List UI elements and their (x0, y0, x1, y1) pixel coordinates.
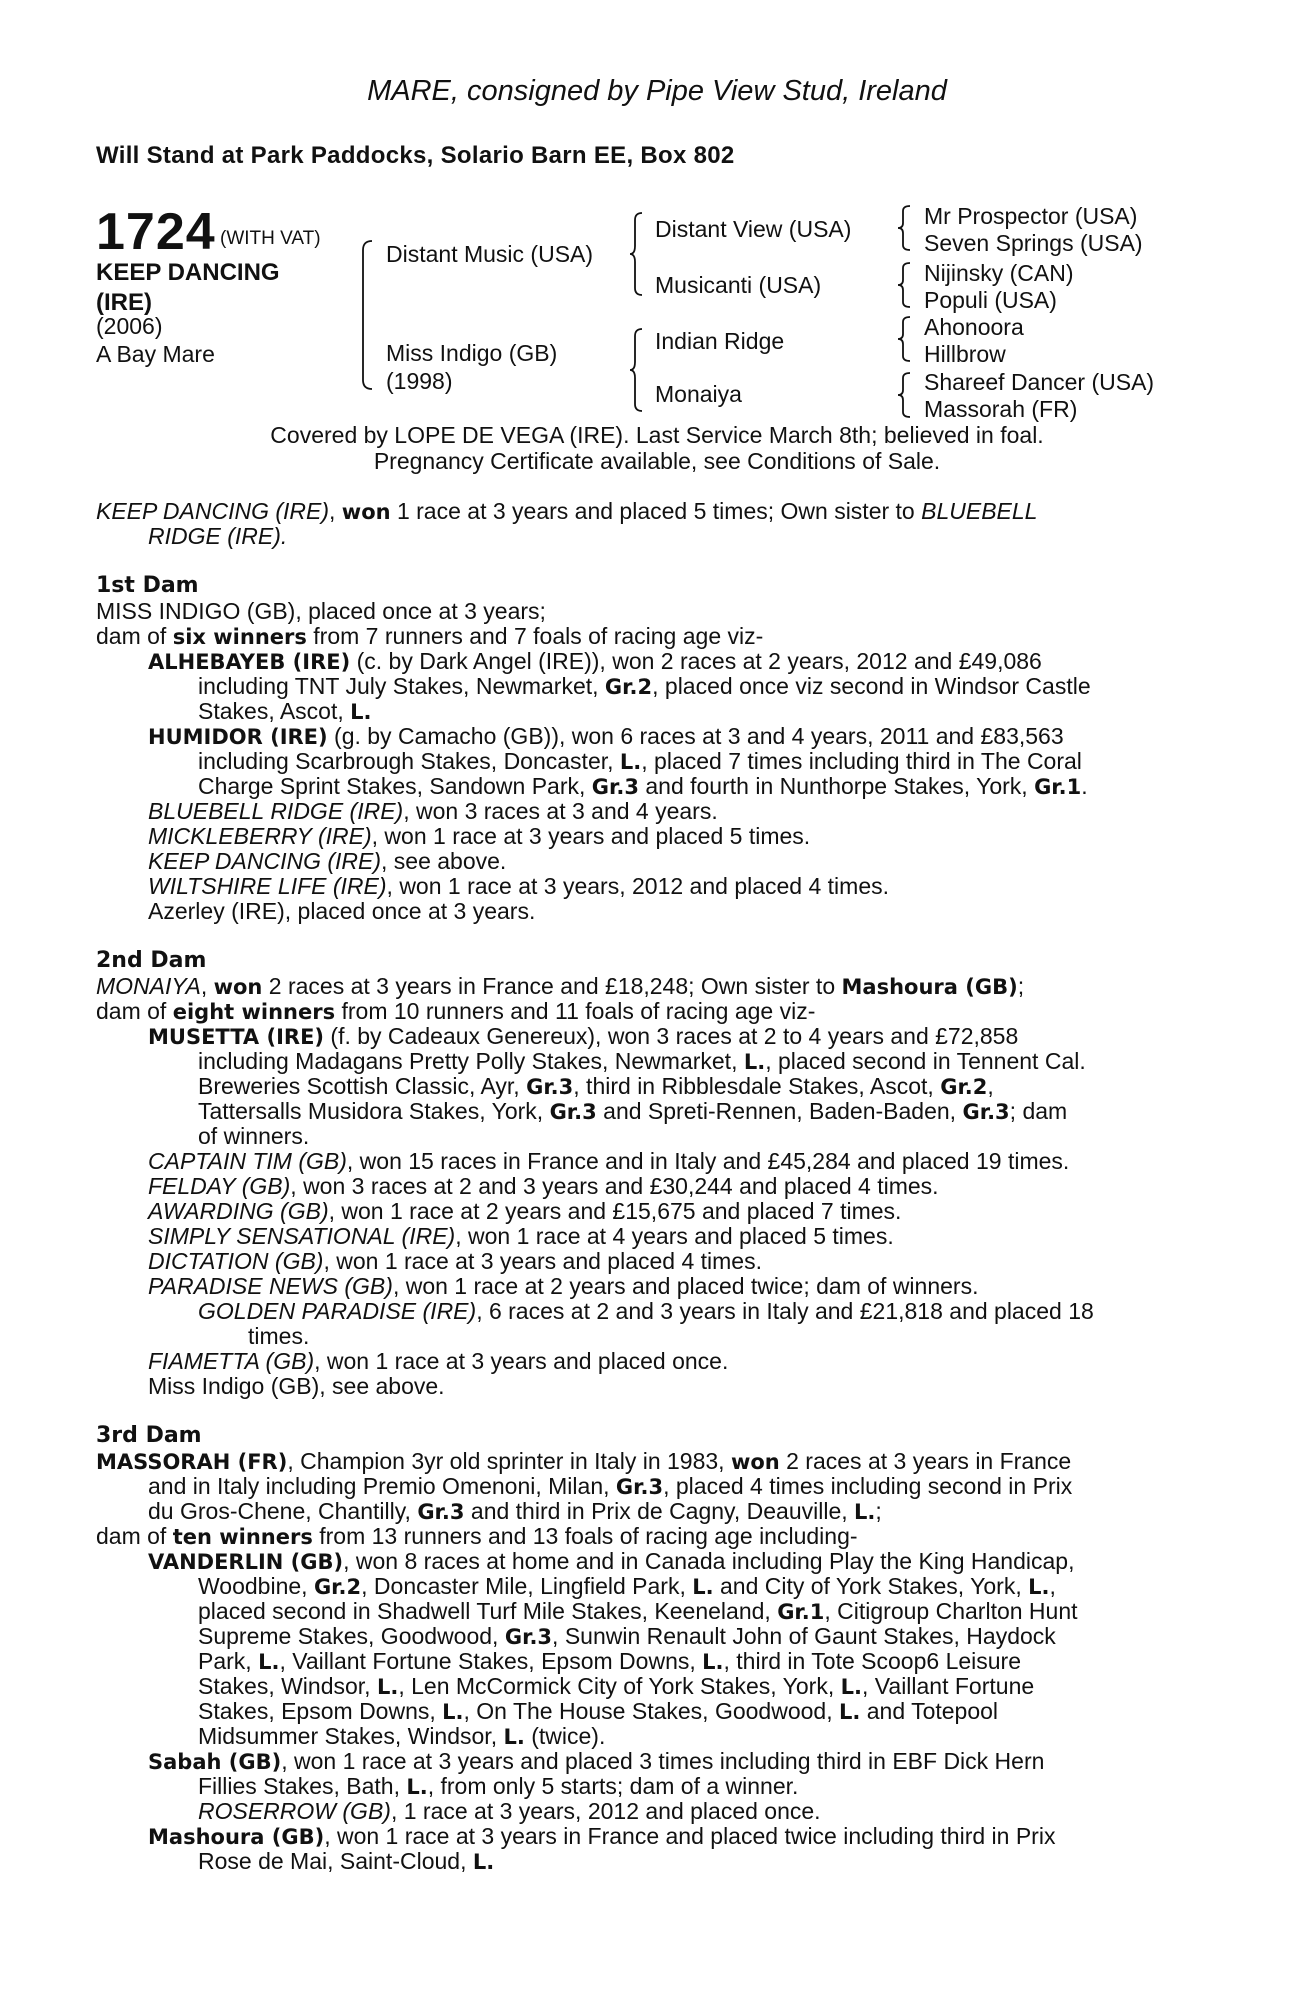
dam1-runner-5: Azerley (IRE), placed once at 3 years. (148, 898, 536, 924)
sabah-line-1 (148, 1748, 1044, 1775)
runner-name: PARADISE NEWS (GB) (148, 1273, 393, 1299)
dam2-heading: 2nd Dam (96, 948, 207, 973)
humidor-line-2 (198, 748, 1082, 775)
runner-name: ALHEBAYEB (IRE) (148, 650, 351, 674)
dam1-runner-4 (148, 873, 889, 900)
text: , Champion 3yr old sprinter in Italy in 1983, (287, 1448, 731, 1474)
dam1-runner-1 (148, 798, 718, 825)
grade: L. (258, 1650, 280, 1674)
sabah-line-3 (198, 1798, 821, 1825)
dam2-runner-9: Miss Indigo (GB), see above. (148, 1373, 445, 1399)
text: 2 races at 3 years in France and £18,248; Own sister to (262, 973, 842, 999)
text: 2 races at 3 years in France (779, 1448, 1072, 1474)
text: , won 3 races at 2 and 3 years and £30,244 and placed 4 times. (290, 1173, 939, 1199)
runner-name: Mashoura (GB) (148, 1825, 325, 1849)
text: Rose de Mai, Saint-Cloud, (198, 1848, 473, 1874)
text: Park, (198, 1648, 259, 1674)
grade: L. (503, 1725, 525, 1749)
text: Fillies Stakes, Bath, (198, 1773, 407, 1799)
text: , won 1 race at 3 years in France and placed twice including third in Prix (324, 1823, 1056, 1849)
vanderlin-line-4 (198, 1623, 1056, 1650)
text: , (200, 973, 214, 999)
musetta-line-4 (198, 1098, 1067, 1125)
text: , won 1 race at 3 years and placed 3 times including third in EBF Dick Hern (281, 1748, 1045, 1774)
runner-name: MICKLEBERRY (IRE) (148, 823, 372, 849)
text: Woodbine, (198, 1573, 314, 1599)
text: and City of York Stakes, York, (713, 1573, 1029, 1599)
text: , won 1 race at 3 years, 2012 and placed 4 times. (386, 873, 890, 899)
lot-vat: (WITH VAT) (220, 228, 321, 249)
vanderlin-line-1 (148, 1548, 1074, 1575)
dam3-heading: 3rd Dam (96, 1423, 202, 1448)
text: Stakes, Windsor, (198, 1673, 377, 1699)
vanderlin-line-8 (198, 1723, 605, 1750)
alhebayeb-line-3 (198, 698, 372, 725)
grade: Gr.2 (604, 675, 653, 699)
intro-line-1 (96, 498, 1037, 525)
horse-name (96, 258, 280, 318)
text: Charge Sprint Stakes, Sandown Park, (198, 773, 592, 799)
text: Stakes, Ascot, (198, 698, 351, 724)
text: , won 8 races at home and in Canada including Play the King Handicap, (343, 1548, 1075, 1574)
vanderlin-line-6 (198, 1673, 1034, 1700)
text: and Spreti-Rennen, Baden-Baden, (596, 1098, 963, 1124)
dam1-line-1: MISS INDIGO (GB), placed once at 3 years; (96, 598, 546, 624)
grade: L. (376, 1675, 399, 1699)
text: , (987, 1073, 994, 1099)
dam3-line-2 (148, 1473, 1072, 1500)
text: from 10 runners and 11 foals of racing age viz- (335, 998, 816, 1024)
grade: L. (350, 700, 372, 724)
text: 1 race at 3 years and placed 5 times; Own sister to (390, 498, 922, 524)
text: and Totepool (860, 1698, 999, 1724)
grade: L. (406, 1775, 428, 1799)
dam2-runner-3 (148, 1198, 901, 1225)
page-title: MARE, consigned by Pipe View Stud, Ireland (367, 75, 947, 107)
horse-name-line2: (IRE) (96, 289, 152, 316)
dam2-runner-6 (148, 1273, 978, 1300)
pedigree-ddd: Massorah (FR) (924, 396, 1078, 422)
text: and fourth in Nunthorpe Stakes, York, (638, 773, 1035, 799)
text: , Vaillant Fortune Stakes, Epsom Downs, (279, 1648, 703, 1674)
text: , won 3 races at 3 and 4 years. (403, 798, 718, 824)
text: Breweries Scottish Classic, Ayr, (198, 1073, 527, 1099)
pedigree-bracket-main (360, 240, 374, 390)
dam3-line-4 (96, 1523, 858, 1550)
grade: Gr.3 (591, 775, 639, 799)
text: , placed 4 times including second in Prix (663, 1473, 1073, 1499)
text: from 7 runners and 7 foals of racing age viz- (306, 623, 764, 649)
dam2-runner-1 (148, 1148, 1069, 1175)
text: , won 1 race at 3 years and placed 5 times. (371, 823, 811, 849)
vanderlin-line-3 (198, 1598, 1078, 1625)
text: , 6 races at 2 and 3 years in Italy and £21,818 and placed 18 (476, 1298, 1094, 1324)
text: ; (875, 1498, 882, 1524)
pedigree-bracket-sd (898, 262, 912, 308)
vanderlin-line-2 (198, 1573, 1056, 1600)
won-label: won (341, 500, 391, 524)
humidor-line-3 (198, 773, 1088, 800)
grade: Gr.3 (549, 1100, 597, 1124)
text: , (1049, 1573, 1056, 1599)
dam-name: MONAIYA (96, 973, 201, 999)
text: including Madagans Pretty Polly Stakes, Newmarket, (198, 1048, 744, 1074)
text: (c. by Dark Angel (IRE)), won 2 races at 2 years, 2012 and £49,086 (350, 648, 1042, 674)
pedigree-dsd: Hillbrow (924, 341, 1006, 367)
grade: L. (692, 1575, 714, 1599)
text: and in Italy including Premio Omenoni, Milan, (148, 1473, 616, 1499)
pregnancy-line: Pregnancy Certificate available, see Conditions of Sale. (373, 448, 941, 474)
grade: Gr.3 (962, 1100, 1010, 1124)
runner-name: Sabah (GB) (148, 1750, 282, 1774)
winners-count: six winners (172, 625, 307, 649)
text: , won 1 race at 2 years and placed twice; dam of winners. (392, 1273, 979, 1299)
vanderlin-line-7 (198, 1698, 998, 1725)
runner-name: DICTATION (GB) (148, 1248, 324, 1274)
text: , Citigroup Charlton Hunt (824, 1598, 1078, 1624)
dam2-line-2 (96, 998, 815, 1025)
text: , (329, 498, 342, 524)
dam1-runner-2 (148, 823, 810, 850)
pedigree-sire: Distant Music (USA) (386, 241, 594, 267)
text: , won 15 races in France and in Italy and £45,284 and placed 19 times. (346, 1148, 1070, 1174)
runner-name: VANDERLIN (GB) (148, 1550, 344, 1574)
horse-meta (96, 312, 215, 368)
pedigree-dam-year: (1998) (386, 368, 453, 394)
won-label: won (213, 975, 263, 999)
text: , Vaillant Fortune (861, 1673, 1035, 1699)
musetta-line-2 (198, 1048, 1086, 1075)
pedigree-dss: Ahonoora (924, 314, 1024, 340)
alhebayeb-line-1 (148, 648, 1042, 675)
stand-location: Will Stand at Park Paddocks, Solario Barn EE, Box 802 (96, 142, 735, 169)
pedigree-ssd: Seven Springs (USA) (924, 230, 1143, 256)
dam2-runner-7-cont: times. (248, 1323, 310, 1349)
pedigree-sire-dam: Musicanti (USA) (655, 272, 822, 298)
text: (f. by Cadeaux Genereux), won 3 races at 2 to 4 years and £72,858 (324, 1023, 1019, 1049)
dam2-runner-5 (148, 1248, 762, 1275)
dam2-runner-2 (148, 1173, 939, 1200)
grade: L. (619, 750, 642, 774)
text: dam of (96, 998, 173, 1024)
text: Midsummer Stakes, Windsor, (198, 1723, 504, 1749)
grade: Gr.2 (313, 1575, 362, 1599)
text: including Scarbrough Stakes, Doncaster, (198, 748, 620, 774)
dam3-line-1 (96, 1448, 1071, 1475)
pedigree-bracket-sire (630, 212, 644, 296)
horse-description: A Bay Mare (96, 341, 215, 367)
pedigree-bracket-dam (630, 328, 644, 412)
winners-count: eight winners (172, 1000, 336, 1024)
pedigree-bracket-ss (898, 205, 912, 251)
grade: L. (1028, 1575, 1050, 1599)
pedigree-dds: Shareef Dancer (USA) (924, 369, 1155, 395)
grade: Gr.3 (417, 1500, 465, 1524)
lot-number: 1724 (96, 203, 216, 261)
vanderlin-line-5 (198, 1648, 1021, 1675)
text: , On The House Stakes, Goodwood, (463, 1698, 839, 1724)
runner-name: ROSERROW (GB) (198, 1798, 391, 1824)
text: dam of (96, 623, 173, 649)
runner-name: CAPTAIN TIM (GB) (148, 1148, 347, 1174)
pedigree-sds: Nijinsky (CAN) (924, 260, 1074, 286)
horse-year: (2006) (96, 313, 163, 339)
text: , won 1 race at 3 years and placed 4 times. (323, 1248, 762, 1274)
grade: L. (838, 1700, 861, 1724)
pedigree-dam-sire: Indian Ridge (655, 328, 785, 354)
grade: L. (743, 1050, 766, 1074)
dam2-runner-8 (148, 1348, 728, 1375)
text: and third in Prix de Cagny, Deauville, (464, 1498, 855, 1524)
dam3-line-3 (148, 1498, 882, 1525)
dam-name: MASSORAH (FR) (96, 1450, 288, 1474)
text: ; (1017, 973, 1025, 999)
grade: Gr.2 (940, 1075, 988, 1099)
grade: L. (472, 1850, 495, 1874)
grade: L. (442, 1700, 464, 1724)
horse-name-line1: KEEP DANCING (96, 259, 280, 286)
text: (twice). (524, 1723, 606, 1749)
dam2-runner-4 (148, 1223, 894, 1250)
dam1-line-2 (96, 623, 763, 650)
pedigree-dam: Miss Indigo (GB) (386, 340, 558, 366)
sabah-line-2 (198, 1773, 798, 1800)
dam2-runner-7 (198, 1298, 1094, 1325)
text: , third in Ribblesdale Stakes, Ascot, (573, 1073, 941, 1099)
text: from 13 runners and 13 foals of racing age including- (312, 1523, 858, 1549)
grade: Gr.3 (504, 1625, 553, 1649)
text: Stakes, Epsom Downs, (198, 1698, 443, 1724)
text: , from only 5 starts; dam of a winner. (427, 1773, 799, 1799)
humidor-line-1 (148, 723, 1064, 750)
text: , placed once viz second in Windsor Castle (652, 673, 1091, 699)
text: (g. by Camacho (GB)), won 6 races at 3 and 4 years, 2011 and £83,563 (327, 723, 1064, 749)
runner-name: HUMIDOR (IRE) (148, 725, 328, 749)
text: , see above. (381, 848, 507, 874)
grade: L. (702, 1650, 724, 1674)
runner-name: GOLDEN PARADISE (IRE) (198, 1298, 477, 1324)
dam1-runner-3 (148, 848, 506, 875)
won-label: won (730, 1450, 780, 1474)
covered-line: Covered by LOPE DE VEGA (IRE). Last Service March 8th; believed in foal. (270, 422, 1044, 448)
alhebayeb-line-2 (198, 673, 1091, 700)
pedigree-dam-dam: Monaiya (655, 381, 742, 407)
grade: Gr.1 (777, 1600, 825, 1624)
musetta-line-5: of winners. (198, 1123, 310, 1149)
musetta-line-1 (148, 1023, 1018, 1050)
text: , Sunwin Renault John of Gaunt Stakes, Haydock (552, 1623, 1056, 1649)
text: dam of (96, 1523, 173, 1549)
intro-line-2: RIDGE (IRE). (148, 523, 288, 549)
pedigree-sss: Mr Prospector (USA) (924, 203, 1138, 229)
text: , won 1 race at 2 years and £15,675 and placed 7 times. (328, 1198, 902, 1224)
text: Tattersalls Musidora Stakes, York, (198, 1098, 550, 1124)
runner-name: MUSETTA (IRE) (148, 1025, 325, 1049)
text: , 1 race at 3 years, 2012 and placed once. (390, 1798, 821, 1824)
text: , placed 7 times including third in The Coral (641, 748, 1082, 774)
text: . (1081, 773, 1088, 799)
text: including TNT July Stakes, Newmarket, (198, 673, 605, 699)
pedigree-sdd: Populi (USA) (924, 287, 1057, 313)
text: , third in Tote Scoop6 Leisure (723, 1648, 1021, 1674)
runner-name: AWARDING (GB) (148, 1198, 329, 1224)
pedigree-bracket-dd (898, 372, 912, 418)
grade: Gr.1 (1034, 775, 1082, 799)
runner-name: KEEP DANCING (IRE) (148, 848, 382, 874)
text: , placed second in Tennent Cal. (765, 1048, 1086, 1074)
mashoura-line-1 (148, 1823, 1055, 1850)
text: , won 1 race at 4 years and placed 5 times. (455, 1223, 894, 1249)
dam1-heading: 1st Dam (96, 573, 199, 598)
text: , won 1 race at 3 years and placed once. (314, 1348, 729, 1374)
text: ; dam (1009, 1098, 1068, 1124)
sister-name: Mashoura (GB) (841, 975, 1018, 999)
grade: L. (854, 1500, 876, 1524)
mashoura-line-2 (198, 1848, 494, 1875)
intro-horse: KEEP DANCING (IRE) (96, 498, 330, 524)
grade: Gr.3 (615, 1475, 664, 1499)
sister-name: BLUEBELL (921, 498, 1038, 524)
runner-name: FELDAY (GB) (148, 1173, 291, 1199)
dam2-line-1 (96, 973, 1024, 1000)
text: placed second in Shadwell Turf Mile Stakes, Keeneland, (198, 1598, 778, 1624)
text: , Doncaster Mile, Lingfield Park, (361, 1573, 693, 1599)
runner-name: FIAMETTA (GB) (148, 1348, 315, 1374)
text: du Gros-Chene, Chantilly, (148, 1498, 418, 1524)
pedigree-bracket-ds (898, 316, 912, 362)
grade: L. (840, 1675, 862, 1699)
pedigree-sire-sire: Distant View (USA) (655, 216, 852, 242)
runner-name: WILTSHIRE LIFE (IRE) (148, 873, 387, 899)
runner-name: BLUEBELL RIDGE (IRE) (148, 798, 404, 824)
text: Supreme Stakes, Goodwood, (198, 1623, 505, 1649)
runner-name: SIMPLY SENSATIONAL (IRE) (148, 1223, 456, 1249)
text: , Len McCormick City of York Stakes, York, (398, 1673, 841, 1699)
musetta-line-3 (198, 1073, 994, 1100)
winners-count: ten winners (172, 1525, 313, 1549)
grade: Gr.3 (526, 1075, 574, 1099)
